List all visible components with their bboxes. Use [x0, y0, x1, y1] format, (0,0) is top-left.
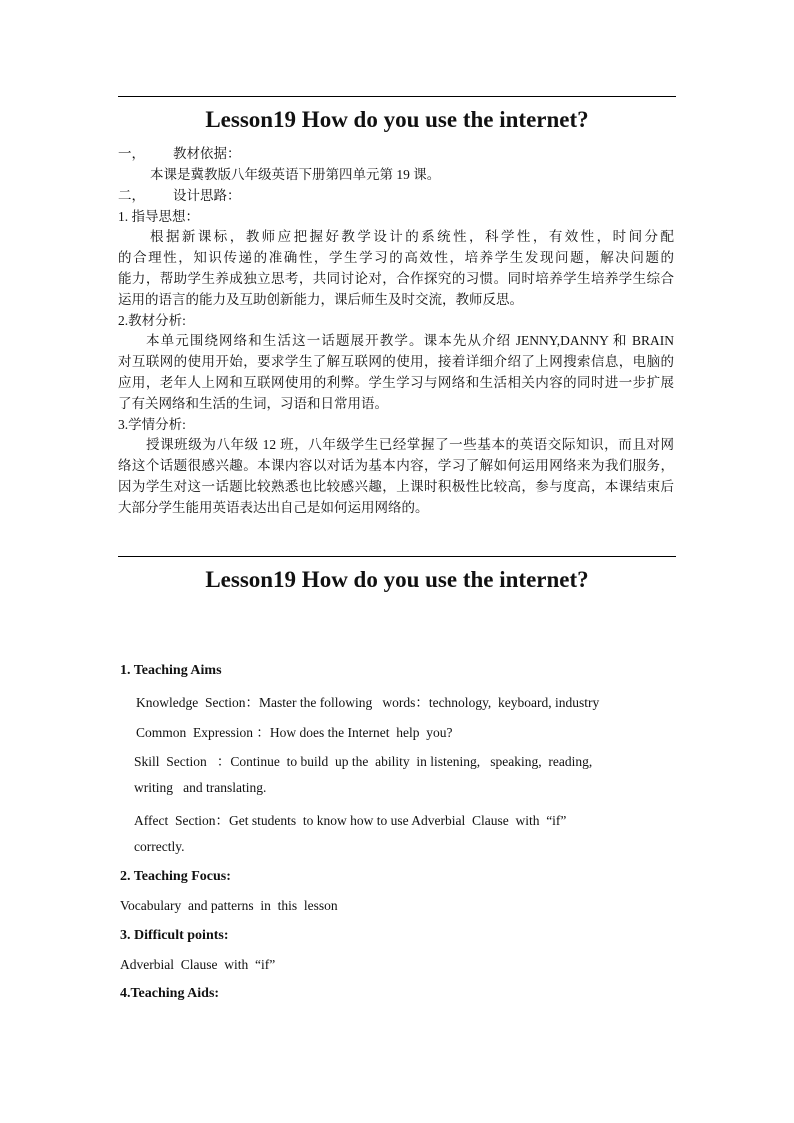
aims-knowledge: Knowledge Section：Master the following words：technology, keyboard, industry [136, 695, 600, 710]
learner-heading: 3.学情分析: [118, 417, 186, 432]
learner-line: 络这个话题很感兴趣。本课内容以对话为基本内容，学习了解如何运用网络来为我们服务， [118, 458, 674, 473]
aims-common-expression: Common Expression ：How does the Internet help you? [136, 725, 453, 740]
aims-affect: Affect Section：Get students to know how to use Adverbial Clause with “if” [134, 813, 567, 828]
heading-2-number: 二， [118, 188, 145, 203]
basis-text: 本课是冀教版八年级英语下册第四单元第 19 课。 [150, 167, 441, 182]
difficult-heading: 3. Difficult points: [120, 928, 229, 943]
heading-2 [118, 184, 241, 204]
aims-affect-cont: correctly. [134, 839, 185, 854]
learner-line: 因为学生对这一话题比较熟悉也比较感兴趣，上课时积极性比较高，参与度高，本课结束后 [118, 479, 674, 494]
guide-line: 能力，帮助学生养成独立思考，共同讨论对，合作探究的习惯。同时培养学生培养学生综合 [118, 271, 674, 286]
heading-1-text: 教材依据： [173, 146, 241, 161]
guide-line: 的合理性，知识传递的准确性，学生学习的高效性，培养学生发现问题，解决问题的 [118, 250, 674, 265]
aims-skill-cont: writing and translating. [134, 780, 267, 795]
material-line: 了有关网络和生活的生词，习语和日常用语。 [118, 396, 388, 411]
focus-heading: 2. Teaching Focus: [120, 869, 231, 884]
guide-heading: 1. 指导思想： [118, 209, 199, 224]
learner-line: 授课班级为八年级 12 班，八年级学生已经掌握了一些基本的英语交际知识，而且对网 [146, 437, 674, 452]
aims-heading: 1. Teaching Aims [120, 663, 222, 678]
aids-heading: 4.Teaching Aids: [120, 986, 220, 1001]
heading-1 [118, 142, 241, 162]
material-heading: 2.教材分析: [118, 313, 186, 328]
material-line: 对互联网的使用开始，要求学生了解互联网的使用，接着详细介绍了上网搜索信息，电脑的 [118, 354, 674, 369]
focus-text: Vocabulary and patterns in this lesson [120, 898, 338, 913]
lesson-title-2: Lesson19 How do you use the internet? [205, 567, 589, 592]
material-line: 应用，老年人上网和互联网使用的利弊。学生学习与网络和生活相关内容的同时进一步扩展 [118, 375, 674, 390]
guide-line: 根据新课标，教师应把握好教学设计的系统性，科学性，有效性，时间分配 [150, 229, 674, 244]
difficult-text: Adverbial Clause with “if” [120, 957, 276, 972]
middle-divider [118, 556, 676, 557]
aims-skill: Skill Section ：Continue to build up the ability in listening, speaking, reading, [134, 754, 593, 769]
lesson-title: Lesson19 How do you use the internet? [205, 107, 589, 132]
heading-2-text: 设计思路： [173, 188, 241, 203]
learner-line: 大部分学生能用英语表达出自己是如何运用网络的。 [118, 500, 429, 515]
material-line: 本单元围绕网络和生活这一话题展开教学。课本先从介绍 JENNY,DANNY 和 BRAIN [146, 333, 674, 348]
heading-1-number: 一， [118, 146, 145, 161]
guide-line: 运用的语言的能力及互助创新能力，课后师生及时交流，教师反思。 [118, 292, 523, 307]
top-divider [118, 96, 676, 97]
